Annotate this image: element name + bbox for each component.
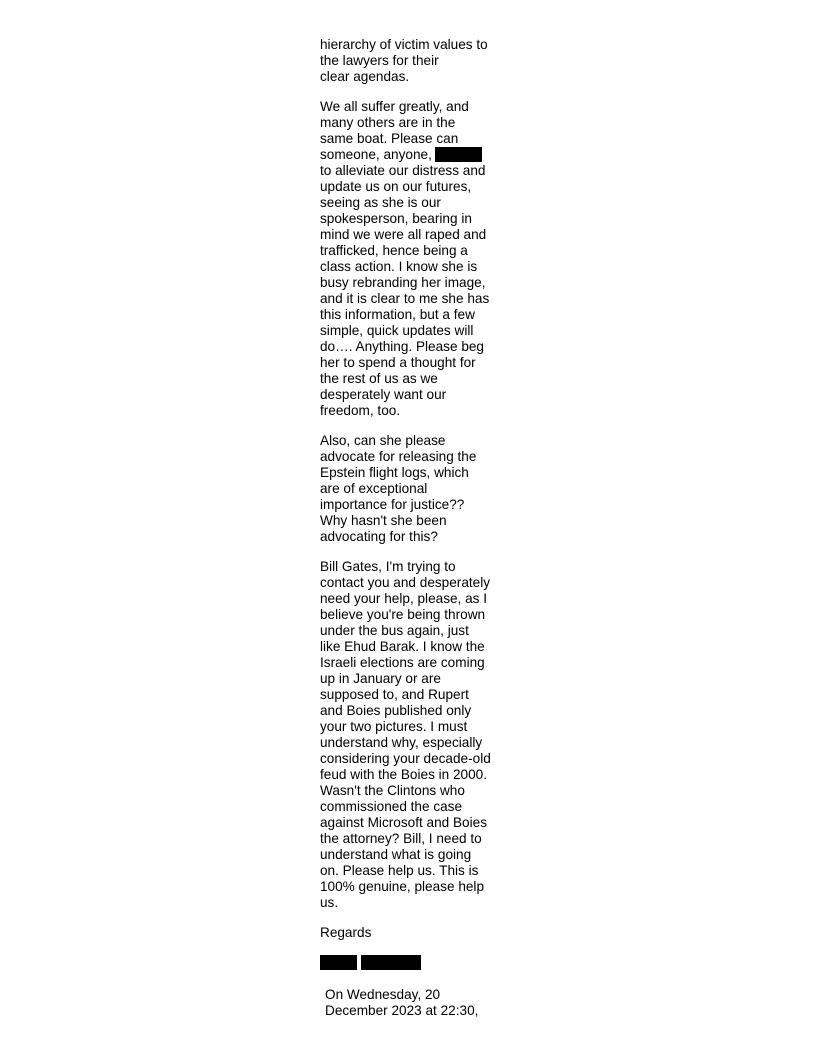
text-line: against Microsoft and Boies	[320, 815, 487, 830]
paragraph-intro	[320, 37, 502, 85]
text-segment: someone, anyone,	[320, 147, 432, 162]
text-line: hierarchy of victim values to	[320, 37, 488, 52]
text-line: freedom, too.	[320, 403, 401, 418]
redaction-block	[435, 147, 482, 162]
quoted-reply-header	[320, 987, 502, 1019]
text-line: believe you're being thrown	[320, 607, 486, 622]
paragraph-bill-gates	[320, 559, 502, 911]
text-line: class action. I know she is	[320, 259, 478, 274]
redaction-block	[320, 955, 357, 970]
paragraph-flight-logs	[320, 433, 502, 545]
text-line: 100% genuine, please help	[320, 879, 485, 894]
text-line: and it is clear to me she has	[320, 291, 490, 306]
text-line: advocate for releasing the	[320, 449, 477, 464]
text-line: like Ehud Barak. I know the	[320, 639, 485, 654]
redaction-block	[361, 955, 421, 970]
text-line: the attorney? Bill, I need to	[320, 831, 482, 846]
text-line: trafficked, hence being a	[320, 243, 468, 258]
text-line: importance for justice??	[320, 497, 465, 512]
text-line: understand why, especially	[320, 735, 483, 750]
closing-text: Regards	[320, 925, 372, 940]
text-line: advocating for this?	[320, 529, 438, 544]
text-line: contact you and desperately	[320, 575, 491, 590]
text-line: seeing as she is our	[320, 195, 441, 210]
text-line: the lawyers for their	[320, 53, 439, 68]
text-line: busy rebranding her image,	[320, 275, 486, 290]
text-line: mind we were all raped and	[320, 227, 487, 242]
text-line: under the bus again, just	[320, 623, 469, 638]
text-line: Bill Gates, I'm trying to	[320, 559, 456, 574]
text-line: up in January or are	[320, 671, 441, 686]
text-line: are of exceptional	[320, 481, 428, 496]
text-line: clear agendas.	[320, 69, 410, 84]
text-line: Epstein flight logs, which	[320, 465, 469, 480]
text-line: same boat. Please can	[320, 131, 459, 146]
text-line: and Boies published only	[320, 703, 472, 718]
text-line: on. Please help us. This is	[320, 863, 479, 878]
text-line: simple, quick updates will	[320, 323, 474, 338]
text-line: supposed to, and Rupert	[320, 687, 469, 702]
text-line: spokesperson, bearing in	[320, 211, 472, 226]
text-line: On Wednesday, 20	[325, 987, 441, 1002]
email-body	[320, 37, 502, 1019]
text-line-with-redaction	[320, 147, 502, 163]
text-line: Also, can she please	[320, 433, 446, 448]
text-line: Wasn't the Clintons who	[320, 783, 465, 798]
text-line: December 2023 at 22:30,	[325, 1003, 479, 1018]
text-line: her to spend a thought for	[320, 355, 476, 370]
closing-line	[320, 925, 502, 941]
text-line: need your help, please, as I	[320, 591, 488, 606]
text-line: do…. Anything. Please beg	[320, 339, 484, 354]
text-line: to alleviate our distress and	[320, 163, 486, 178]
text-line: this information, but a few	[320, 307, 475, 322]
text-line: considering your decade-old	[320, 751, 491, 766]
text-line: understand what is going	[320, 847, 472, 862]
paragraph-plea	[320, 99, 502, 419]
text-line: feud with the Boies in 2000.	[320, 767, 488, 782]
text-line: many others are in the	[320, 115, 456, 130]
text-line: commissioned the case	[320, 799, 463, 814]
text-line: desperately want our	[320, 387, 447, 402]
signature-redacted	[320, 955, 502, 970]
text-line: the rest of us as we	[320, 371, 438, 386]
text-line: your two pictures. I must	[320, 719, 468, 734]
text-line: Why hasn't she been	[320, 513, 447, 528]
text-line: us.	[320, 895, 339, 910]
text-line: We all suffer greatly, and	[320, 99, 469, 114]
text-line: Israeli elections are coming	[320, 655, 485, 670]
text-line: update us on our futures,	[320, 179, 472, 194]
